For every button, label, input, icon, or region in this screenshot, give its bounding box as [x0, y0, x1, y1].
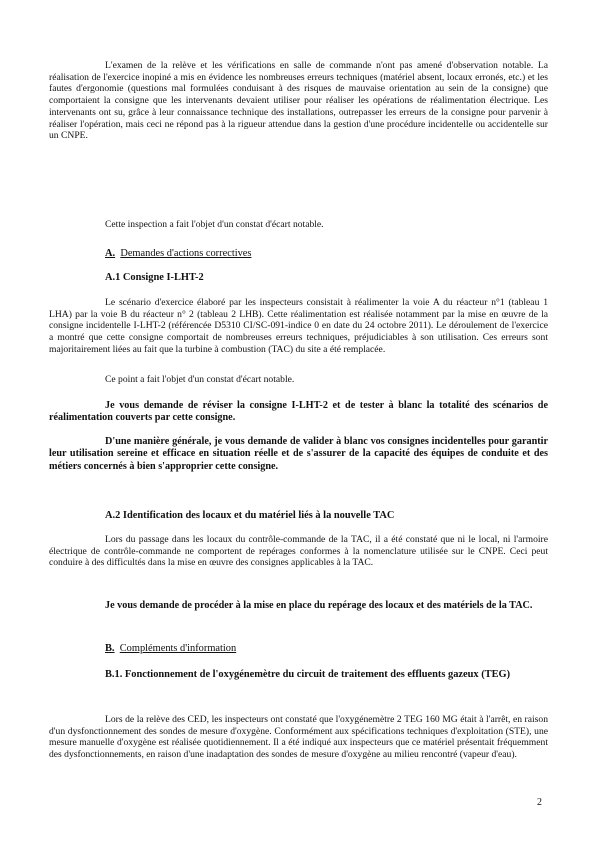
b1-paragraph: Lors de la relève des CED, les inspecteurs ont constaté que l'oxygénemètre 2 TEG 160 MG était à l'arrêt, en raison d'un dysfonctionnement des sondes de mesure d'oxygène. Conformément aux spécifications techniques d'exploitation (STE), une mesure manuelle d'oxygène est réalisée quotidiennement. Il a été indiqué aux inspecteurs que ce matériel présentait fréquemment des dysfonctionnements, en raison d'une inadaptation des sondes de mesure d'oxygène au milieu rencontré (vapeur d'eau). — [49, 714, 548, 761]
section-b-label: B. — [105, 643, 115, 654]
a2-demand-1: Je vous demande de procéder à la mise en place du repérage des locaux et des matériels de la TAC. — [105, 600, 533, 611]
a1-demand-2: D'une manière générale, je vous demande de valider à blanc vos consignes incidentelles pour garantir leur utilisation sereine et efficace en situation réelle et de s'assurer de la capacité des équipes de conduite et des métiers concernés à bien s'approprier cette consigne. — [49, 436, 548, 472]
page-number: 2 — [537, 797, 542, 808]
a2-paragraph: Lors du passage dans les locaux du contrôle-commande de la TAC, il a été constaté que ni le local, ni l'armoire électrique de contrôle-commande ne comportent de repérages conformes à la nomenclature utilisée sur le CNPE. Ceci peut conduire à des difficultés dans la mise en œuvre des consignes applicables à la TAC. — [49, 534, 548, 569]
a2-heading: A.2 Identification des locaux et du matériel liés à la nouvelle TAC — [105, 510, 395, 521]
section-a-heading — [105, 248, 505, 260]
a1-demand-1: Je vous demande de réviser la consigne I-LHT-2 et de tester à blanc la totalité des scénarios de réalimentation couverts par cette consigne. — [49, 400, 548, 424]
intro-paragraph: L'examen de la relève et les vérifications en salle de commande n'ont pas amené d'observation notable. La réalisation de l'exercice inopiné a mis en évidence les nombreuses erreurs techniques (matériel absent, locaux erronés, etc.) et les fautes d'ergonomie (questions mal formulées conduisant à des risques de mauvaise orientation au sein de la consigne) que comportaient la consigne que les intervenants devaient utiliser pour réaliser les opérations de réalimentation électrique. Les intervenants ont su, grâce à leur connaissance technique des installations, outrepasser les erreurs de la consigne pour parvenir à réaliser l'opération, mais ceci ne répond pas à la rigueur attendue dans la gestion d'une procédure incidentelle ou accidentelle sur un CNPE. — [49, 60, 548, 142]
constat-paragraph: Cette inspection a fait l'objet d'un constat d'écart notable. — [105, 219, 324, 230]
section-a-label: A. — [105, 248, 116, 259]
b1-heading: B.1. Fonctionnement de l'oxygénemètre du circuit de traitement des effluents gazeux (TEG) — [105, 669, 511, 680]
section-b-heading — [105, 643, 505, 655]
section-b-title: Compléments d'information — [119, 643, 237, 654]
a1-constat: Ce point a fait l'objet d'un constat d'écart notable. — [105, 374, 295, 385]
a1-paragraph: Le scénario d'exercice élaboré par les inspecteurs consistait à réalimenter la voie A du réacteur n°1 (tableau 1 LHA) par la voie B du réacteur n° 2 (tableau 2 LHB). Cette réalimentation est réalisée notamment par la mise en œuvre de la consigne incidentelle I-LHT-2 (référencée D5310 CI/SC-091-indice 0 en date du 24 octobre 2011). Le déroulement de l'exercice a montré que cette consigne comportait de nombreuses erreurs techniques, préjudiciables à son utilisation. Ces erreurs sont majoritairement liées au fait que la turbine à combustion (TAC) du site a été remplacée. — [49, 297, 548, 355]
section-a-title: Demandes d'actions correctives — [120, 248, 252, 259]
a1-heading: A.1 Consigne I-LHT-2 — [105, 272, 204, 283]
